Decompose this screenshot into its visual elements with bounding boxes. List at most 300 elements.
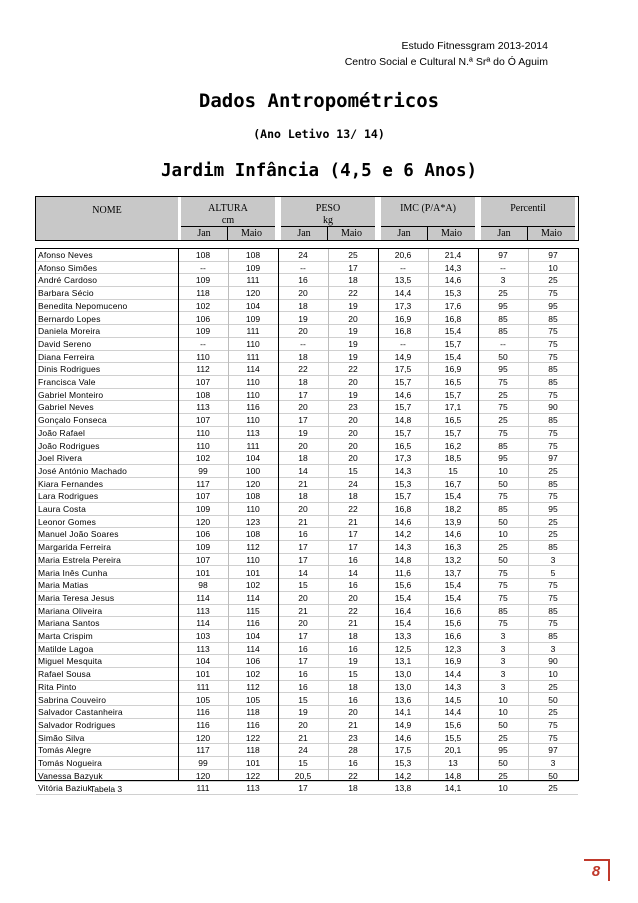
- cell-percentil-maio: 75: [548, 326, 558, 337]
- cell-peso-jan: 17: [298, 554, 308, 565]
- row-name: Maria Estrela Pereira: [38, 554, 121, 565]
- table-row: [36, 516, 578, 529]
- cell-imc-maio: 15,7: [444, 338, 462, 349]
- cell-peso-maio: 17: [348, 529, 358, 540]
- cell-altura-maio: 113: [246, 783, 260, 794]
- cell-altura-jan: 99: [198, 758, 208, 768]
- cell-percentil-jan: --: [500, 262, 506, 273]
- table-row: [36, 694, 578, 707]
- cell-altura-jan: 102: [195, 453, 211, 464]
- cell-percentil-maio: 97: [548, 250, 558, 260]
- row-name: Leonor Gomes: [38, 516, 97, 527]
- cell-peso-jan: 18: [298, 377, 308, 387]
- cell-peso-maio: 17: [348, 542, 358, 553]
- cell-percentil-maio: 3: [550, 643, 556, 654]
- cell-altura-jan: 113: [196, 643, 210, 654]
- section-title: Jardim Infância (4,5 e 6 Anos): [160, 161, 478, 181]
- row-name: Joel Rivera: [38, 453, 83, 464]
- table-row: [36, 300, 578, 313]
- cell-percentil-maio: 90: [548, 402, 558, 413]
- cell-percentil-jan: 3: [500, 669, 506, 680]
- cell-percentil-maio: 85: [548, 364, 558, 375]
- cell-percentil-jan: --: [500, 338, 506, 349]
- group-imc-label: IMC (P/A*A): [400, 203, 456, 214]
- group-peso-label: PESO: [315, 203, 341, 214]
- cell-imc-jan: 15,6: [394, 580, 412, 591]
- cell-peso-jan: 21: [298, 516, 308, 527]
- cell-peso-maio: 20: [348, 453, 358, 464]
- cell-altura-maio: 111: [246, 440, 260, 451]
- row-name: Maria Teresa Jesus: [38, 592, 115, 603]
- cell-percentil-jan: 50: [498, 719, 508, 730]
- cell-peso-maio: 20: [348, 427, 358, 438]
- cell-peso-maio: 20: [348, 415, 358, 426]
- cell-percentil-maio: 25: [548, 465, 558, 476]
- cell-peso-maio: 23: [348, 402, 358, 413]
- row-name: Diana Ferreira: [38, 351, 95, 362]
- cell-imc-jan: 11,6: [395, 567, 411, 578]
- cell-imc-jan: --: [400, 338, 406, 349]
- cell-peso-maio: 21: [348, 719, 358, 730]
- cell-altura-maio: 120: [245, 288, 261, 299]
- cell-percentil-jan: 75: [498, 402, 508, 413]
- cell-altura-maio: 111: [246, 326, 260, 337]
- table-row: [36, 579, 578, 592]
- cell-peso-jan: 19: [298, 313, 308, 324]
- cell-imc-jan: 13,6: [394, 694, 412, 705]
- cell-imc-maio: 16,6: [444, 631, 462, 641]
- cell-peso-jan: 20: [298, 402, 308, 413]
- cell-peso-maio: 16: [348, 580, 358, 591]
- cell-altura-jan: 114: [196, 592, 210, 603]
- percentil-maio-header: Maio: [540, 228, 563, 239]
- cell-imc-jan: 16,5: [394, 440, 412, 451]
- cell-altura-maio: 104: [245, 631, 261, 641]
- table-row: [36, 706, 578, 719]
- cell-altura-maio: 114: [246, 364, 260, 375]
- column-divider: [178, 249, 179, 780]
- cell-altura-jan: 110: [196, 427, 210, 438]
- imc-maio-header: Maio: [440, 228, 463, 239]
- table-row: [36, 338, 578, 351]
- row-name: Kiara Fernandes: [38, 478, 104, 489]
- cell-peso-maio: 16: [348, 694, 358, 705]
- cell-peso-jan: 15: [298, 580, 308, 591]
- cell-altura-jan: 101: [195, 669, 211, 680]
- cell-peso-maio: 16: [348, 643, 358, 654]
- cell-altura-jan: 113: [196, 605, 210, 616]
- cell-peso-maio: 21: [348, 618, 358, 629]
- cell-peso-maio: 19: [348, 300, 358, 311]
- cell-imc-jan: 14,3: [394, 542, 412, 553]
- cell-percentil-jan: 95: [498, 300, 508, 311]
- cell-altura-maio: 104: [245, 300, 261, 311]
- cell-altura-jan: 112: [196, 364, 210, 375]
- row-name: David Sereno: [38, 338, 92, 349]
- cell-imc-jan: 17,5: [394, 745, 412, 756]
- cell-percentil-jan: 85: [498, 605, 508, 616]
- cell-imc-jan: 16,9: [394, 313, 412, 324]
- table-row: [36, 427, 578, 440]
- cell-imc-jan: 17,5: [394, 364, 412, 375]
- table-row: [36, 541, 578, 554]
- cell-percentil-maio: 85: [548, 605, 558, 616]
- cell-imc-maio: 16,5: [444, 377, 462, 387]
- cell-altura-jan: 106: [195, 313, 211, 324]
- percentil-subheaders: [481, 226, 575, 241]
- cell-imc-jan: 20,6: [394, 250, 412, 260]
- cell-imc-jan: 12,5: [394, 643, 412, 654]
- cell-peso-jan: 18: [298, 351, 308, 362]
- cell-imc-maio: 14,6: [444, 275, 462, 286]
- table-row: [36, 376, 578, 389]
- cell-percentil-maio: 5: [550, 567, 556, 578]
- cell-peso-jan: 16: [298, 529, 308, 540]
- cell-percentil-jan: 85: [498, 326, 508, 337]
- cell-altura-maio: 104: [245, 453, 261, 464]
- cell-peso-maio: 20: [348, 440, 358, 451]
- cell-peso-maio: 20: [348, 592, 358, 603]
- table-row: [36, 503, 578, 516]
- cell-peso-jan: 18: [298, 491, 308, 502]
- cell-imc-maio: 20,1: [444, 745, 462, 756]
- cell-peso-jan: 14: [298, 465, 308, 476]
- cell-imc-maio: 14,4: [444, 669, 462, 680]
- cell-peso-maio: 16: [348, 758, 358, 768]
- cell-peso-maio: 22: [348, 770, 358, 781]
- table-row: [36, 770, 578, 783]
- cell-altura-maio: 108: [245, 491, 261, 502]
- cell-altura-maio: 111: [246, 351, 260, 362]
- cell-peso-jan: 15: [298, 694, 308, 705]
- cell-peso-maio: 22: [348, 364, 358, 375]
- row-name: Salvador Castanheira: [38, 707, 123, 718]
- cell-imc-maio: 16,2: [444, 440, 462, 451]
- cell-percentil-maio: 75: [548, 389, 558, 400]
- table-header: [35, 196, 579, 241]
- table-row: [36, 592, 578, 605]
- cell-altura-jan: 108: [195, 250, 211, 260]
- cell-imc-jan: 16,8: [394, 326, 412, 337]
- row-name: Vitória Baziuk: [38, 783, 92, 794]
- group-altura-unit: cm: [221, 215, 235, 226]
- cell-imc-maio: 16,9: [444, 656, 462, 667]
- cell-percentil-maio: 95: [548, 300, 558, 311]
- cell-percentil-jan: 95: [498, 364, 508, 375]
- cell-peso-maio: 19: [348, 338, 358, 349]
- cell-imc-maio: 15,7: [444, 389, 462, 400]
- cell-percentil-maio: 75: [548, 719, 558, 730]
- group-percentil-label: Percentil: [510, 203, 546, 214]
- cell-altura-jan: 116: [196, 707, 210, 718]
- cell-percentil-maio: 50: [548, 770, 558, 781]
- table-row: [36, 605, 578, 618]
- cell-percentil-maio: 75: [548, 732, 558, 743]
- cell-peso-jan: 20,5: [294, 770, 312, 781]
- cell-altura-jan: 102: [195, 300, 211, 311]
- cell-imc-maio: 14,8: [444, 770, 462, 781]
- cell-percentil-maio: 25: [548, 529, 558, 540]
- cell-peso-jan: 20: [298, 288, 308, 299]
- cell-percentil-jan: 25: [498, 415, 508, 426]
- cell-altura-jan: 104: [195, 656, 211, 667]
- cell-peso-jan: 20: [298, 592, 308, 603]
- cell-percentil-jan: 10: [498, 707, 508, 718]
- table-row: [36, 274, 578, 287]
- cell-percentil-jan: 10: [498, 783, 508, 794]
- peso-subheaders: [281, 226, 375, 241]
- cell-imc-maio: 13: [448, 758, 458, 768]
- cell-peso-maio: 23: [348, 732, 358, 743]
- cell-percentil-jan: 75: [498, 377, 508, 387]
- cell-altura-maio: 105: [245, 694, 261, 705]
- cell-percentil-jan: 10: [498, 529, 508, 540]
- cell-peso-maio: 24: [348, 478, 358, 489]
- row-name: Marta Crispim: [38, 631, 93, 641]
- cell-peso-jan: --: [300, 262, 306, 273]
- cell-altura-jan: 101: [195, 567, 211, 578]
- cell-percentil-jan: 97: [498, 250, 508, 260]
- cell-peso-jan: 15: [298, 758, 308, 768]
- column-divider: [528, 249, 529, 780]
- cell-altura-jan: 103: [195, 631, 211, 641]
- table-row: [36, 401, 578, 414]
- row-name: Afonso Neves: [38, 250, 93, 260]
- cell-peso-jan: 14: [298, 567, 308, 578]
- cell-peso-jan: 17: [298, 542, 308, 553]
- cell-imc-jan: 17,3: [394, 453, 412, 464]
- cell-percentil-maio: 90: [548, 656, 558, 667]
- cell-peso-jan: 24: [298, 250, 308, 260]
- col-nome-header: NOME: [92, 205, 122, 216]
- cell-imc-maio: 16,7: [444, 478, 462, 489]
- cell-imc-jan: 15,3: [394, 758, 412, 768]
- cell-percentil-maio: 10: [548, 262, 558, 273]
- header-institution: Centro Social e Cultural N.ª Srª do Ó Aguim: [344, 56, 548, 68]
- cell-percentil-maio: 75: [548, 580, 558, 591]
- group-peso-unit: kg: [323, 215, 333, 226]
- cell-percentil-jan: 3: [500, 656, 506, 667]
- cell-imc-jan: 13,0: [394, 669, 412, 680]
- cell-imc-maio: 15,4: [444, 326, 462, 337]
- cell-altura-jan: --: [200, 262, 206, 273]
- cell-altura-maio: 118: [246, 745, 260, 756]
- cell-peso-maio: 14: [348, 567, 358, 578]
- table-row: [36, 655, 578, 668]
- cell-percentil-jan: 3: [500, 631, 506, 641]
- cell-percentil-maio: 85: [548, 631, 558, 641]
- cell-altura-maio: 114: [246, 592, 260, 603]
- cell-peso-jan: --: [300, 338, 306, 349]
- cell-imc-jan: 14,3: [394, 465, 412, 476]
- table-row: [36, 554, 578, 567]
- cell-altura-jan: 120: [195, 516, 211, 527]
- percentil-jan-header: Jan: [481, 227, 528, 241]
- cell-peso-maio: 20: [348, 313, 358, 324]
- cell-percentil-jan: 10: [498, 465, 508, 476]
- cell-altura-maio: 116: [246, 719, 260, 730]
- cell-peso-jan: 19: [298, 427, 308, 438]
- cell-imc-maio: 15,7: [444, 427, 462, 438]
- cell-altura-maio: 109: [245, 262, 261, 273]
- row-name: Rafael Sousa: [38, 669, 91, 680]
- cell-imc-jan: 13,1: [394, 656, 412, 667]
- table-row: [36, 643, 578, 656]
- imc-subheaders: [381, 226, 475, 241]
- cell-altura-jan: 98: [198, 580, 208, 591]
- cell-altura-jan: 109: [195, 504, 211, 514]
- cell-imc-maio: 14,4: [444, 707, 462, 718]
- cell-percentil-jan: 50: [498, 351, 508, 362]
- cell-percentil-maio: 50: [548, 694, 558, 705]
- altura-subheaders: [181, 226, 275, 241]
- cell-imc-jan: 13,5: [394, 275, 412, 286]
- cell-imc-maio: 18,2: [444, 504, 462, 514]
- row-name: Salvador Rodrigues: [38, 719, 116, 730]
- row-name: Afonso Simões: [38, 262, 98, 273]
- column-divider: [378, 249, 379, 780]
- cell-altura-jan: 120: [195, 732, 211, 743]
- cell-percentil-jan: 75: [498, 580, 508, 591]
- cell-imc-jan: 17,3: [394, 300, 412, 311]
- cell-imc-jan: 15,7: [394, 402, 412, 413]
- table-row: [36, 490, 578, 503]
- cell-percentil-maio: 75: [548, 491, 558, 502]
- column-divider: [428, 249, 429, 780]
- cell-altura-jan: 107: [195, 415, 211, 426]
- table-row: [36, 287, 578, 300]
- column-divider: [478, 249, 479, 780]
- cell-imc-maio: 16,9: [444, 364, 462, 375]
- table-row: [36, 617, 578, 630]
- cell-altura-jan: 114: [196, 618, 210, 629]
- cell-altura-maio: 101: [245, 758, 261, 768]
- cell-altura-jan: --: [200, 338, 206, 349]
- cell-imc-maio: 16,5: [444, 415, 462, 426]
- cell-peso-maio: 18: [348, 275, 358, 286]
- row-name: Margarida Ferreira: [38, 542, 112, 553]
- table-row: [36, 732, 578, 745]
- cell-altura-jan: 118: [196, 288, 210, 299]
- cell-altura-jan: 109: [195, 542, 211, 553]
- table-row: [36, 414, 578, 427]
- header-study-title: Estudo Fitnessgram 2013-2014: [401, 40, 548, 52]
- cell-altura-jan: 110: [196, 440, 210, 451]
- cell-percentil-jan: 85: [498, 313, 508, 324]
- table-row: [36, 262, 578, 275]
- cell-peso-maio: 18: [348, 783, 358, 794]
- cell-imc-maio: 15,6: [444, 719, 462, 730]
- cell-altura-maio: 110: [246, 338, 260, 349]
- cell-peso-jan: 17: [298, 783, 308, 794]
- cell-peso-jan: 20: [298, 440, 308, 451]
- cell-peso-maio: 16: [348, 554, 358, 565]
- cell-percentil-jan: 85: [498, 504, 508, 514]
- cell-altura-jan: 117: [196, 745, 210, 756]
- cell-percentil-jan: 25: [498, 288, 508, 299]
- cell-percentil-jan: 25: [498, 389, 508, 400]
- cell-percentil-maio: 25: [548, 275, 558, 286]
- cell-percentil-maio: 85: [548, 478, 558, 489]
- cell-altura-jan: 110: [196, 351, 210, 362]
- row-name: Dinis Rodrigues: [38, 364, 101, 375]
- cell-altura-jan: 111: [196, 783, 210, 794]
- cell-percentil-maio: 75: [548, 440, 558, 451]
- table-row: [36, 313, 578, 326]
- cell-peso-jan: 20: [298, 326, 308, 337]
- cell-altura-maio: 106: [245, 656, 261, 667]
- cell-altura-jan: 107: [195, 377, 211, 387]
- row-name: Vanessa Bazyuk: [38, 770, 103, 781]
- cell-peso-jan: 20: [298, 618, 308, 629]
- cell-peso-maio: 19: [348, 326, 358, 337]
- row-name: Tomás Alegre: [38, 745, 92, 756]
- cell-peso-jan: 17: [298, 656, 308, 667]
- table-caption: Tabela 3: [90, 784, 123, 794]
- cell-imc-maio: 12,3: [444, 643, 462, 654]
- cell-imc-maio: 21,4: [444, 250, 462, 260]
- cell-percentil-jan: 75: [498, 567, 508, 578]
- cell-percentil-maio: 25: [548, 783, 558, 794]
- cell-altura-jan: 120: [195, 770, 211, 781]
- cell-percentil-jan: 75: [498, 618, 508, 629]
- cell-imc-maio: 14,5: [444, 694, 462, 705]
- cell-percentil-jan: 10: [498, 694, 508, 705]
- cell-percentil-jan: 75: [498, 491, 508, 502]
- cell-percentil-maio: 75: [548, 592, 558, 603]
- cell-peso-jan: 17: [298, 415, 308, 426]
- column-divider: [328, 249, 329, 780]
- row-name: Tomás Nogueira: [38, 758, 102, 768]
- cell-imc-maio: 15,5: [444, 732, 462, 743]
- column-divider: [278, 249, 279, 780]
- cell-percentil-maio: 75: [548, 351, 558, 362]
- row-name: Mariana Oliveira: [38, 605, 103, 616]
- cell-altura-jan: 108: [195, 389, 211, 400]
- table-row: [36, 757, 578, 770]
- cell-altura-jan: 116: [196, 719, 210, 730]
- cell-altura-maio: 122: [245, 770, 261, 781]
- cell-imc-maio: 13,2: [444, 554, 462, 565]
- cell-altura-maio: 100: [245, 465, 261, 476]
- cell-altura-jan: 109: [195, 275, 211, 286]
- cell-altura-maio: 114: [246, 643, 260, 654]
- cell-altura-jan: 106: [195, 529, 211, 540]
- cell-imc-jan: 14,8: [394, 554, 412, 565]
- cell-imc-maio: 16,3: [444, 542, 462, 553]
- cell-imc-jan: 13,8: [394, 783, 412, 794]
- table-row: [36, 630, 578, 643]
- cell-altura-maio: 101: [245, 567, 261, 578]
- imc-jan-header: Jan: [381, 227, 428, 241]
- cell-peso-maio: 19: [348, 351, 358, 362]
- table-row: [36, 719, 578, 732]
- cell-percentil-maio: 3: [550, 758, 556, 768]
- cell-altura-jan: 111: [196, 681, 210, 692]
- table-row: [36, 465, 578, 478]
- row-name: Simão Silva: [38, 732, 85, 743]
- row-name: José António Machado: [38, 465, 128, 476]
- cell-peso-jan: 16: [298, 275, 308, 286]
- cell-peso-jan: 18: [298, 300, 308, 311]
- cell-imc-jan: 14,2: [394, 770, 412, 781]
- cell-altura-maio: 110: [246, 554, 260, 565]
- page-number: 8: [584, 859, 610, 881]
- cell-peso-maio: 20: [348, 707, 358, 718]
- table-row: [36, 363, 578, 376]
- altura-jan-header: Jan: [181, 227, 228, 241]
- cell-altura-maio: 120: [245, 478, 261, 489]
